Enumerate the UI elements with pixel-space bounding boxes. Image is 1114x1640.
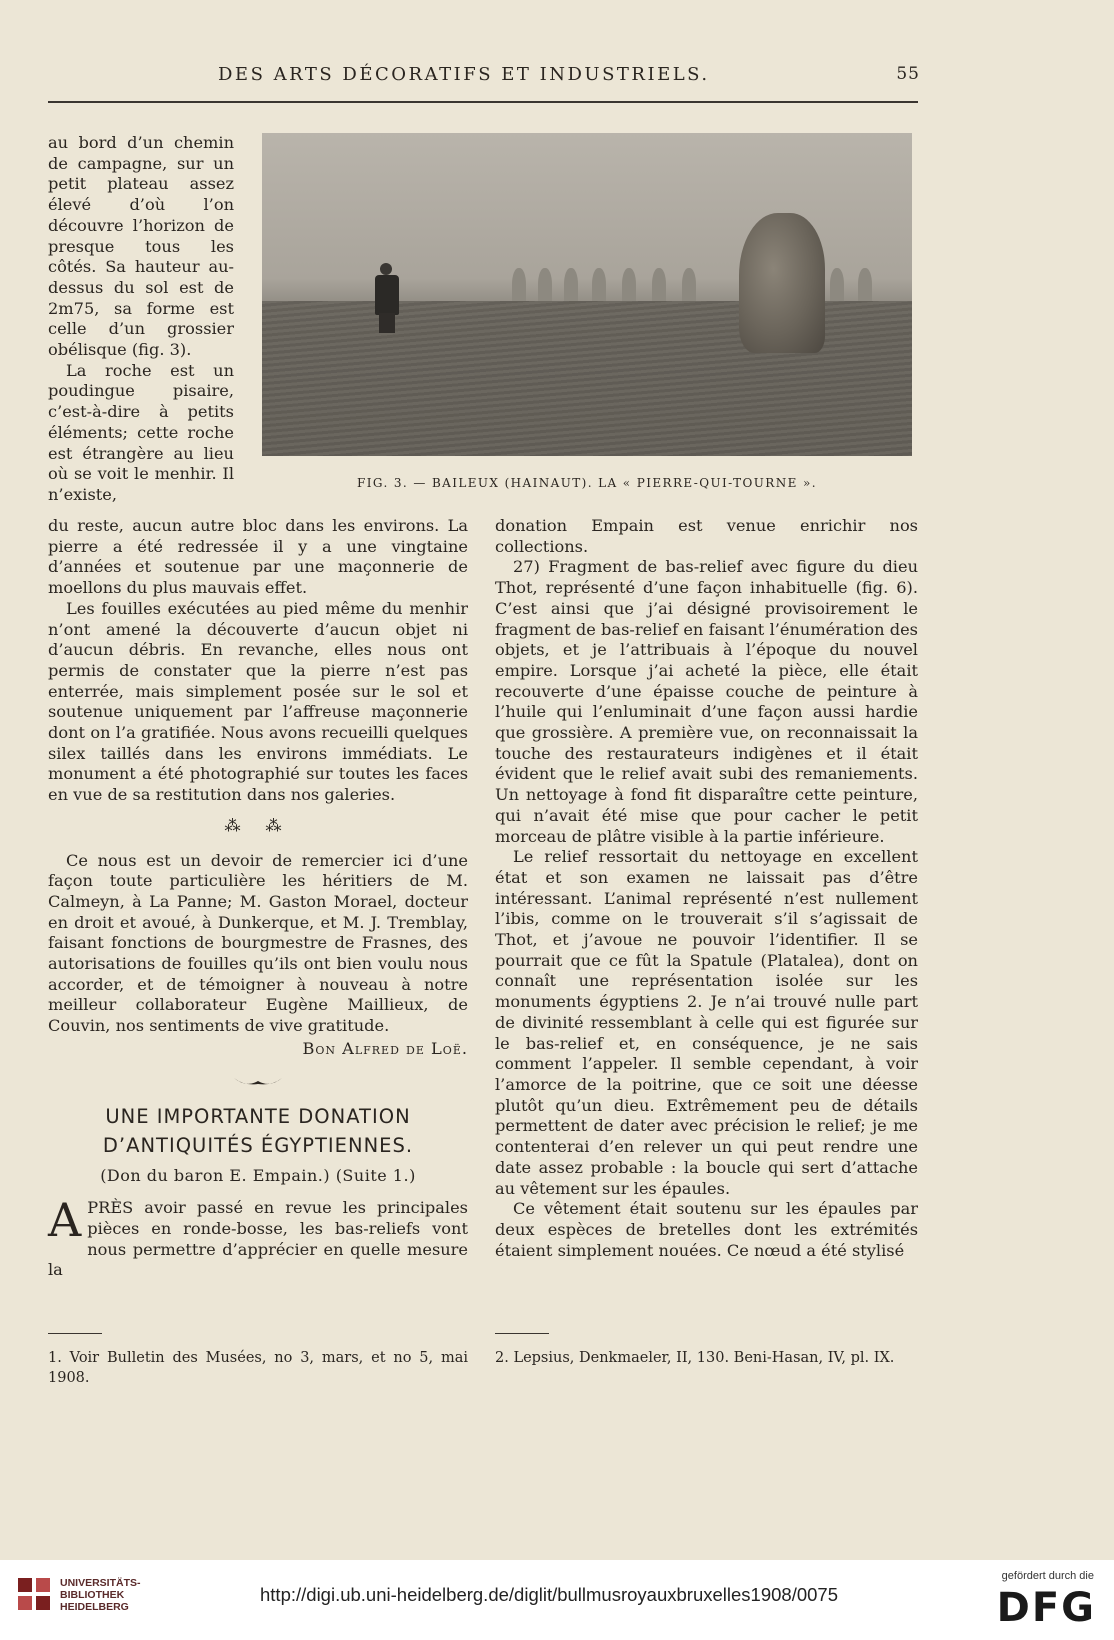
running-title: DES ARTS DÉCORATIFS ET INDUSTRIELS.: [218, 64, 710, 85]
section-title-line-1: UNE IMPORTANTE DONATION: [105, 1104, 411, 1128]
left-paragraph-4-text: PRÈS avoir passé en revue les principales pièces en ronde-bosse, les bas-reliefs vont nous permettre d’apprécier en quelle mesure la: [48, 1198, 468, 1280]
digitization-footer: [0, 1560, 1114, 1640]
funding-note: gefördert durch die: [1001, 1570, 1094, 1582]
library-name: UNIVERSITÄTS- BIBLIOTHEK HEIDELBERG: [60, 1577, 141, 1613]
section-subtitle: (Don du baron E. Empain.) (Suite 1.): [100, 1165, 416, 1185]
left-paragraph-2: Les fouilles exécutées au pied même du menhir n’ont amené la découverte d’aucun objet ni d’aucun débris. En revanche, elles nous ont permis de constater que la pierre n’est pas enterrée, mais simplement posée sur le sol et soutenue uniquement par l’affreuse maçonnerie dont on l’a gratifiée. Nous avons recueilli quelques silex taillés dans les environs immédiats. Le monument a été photographié sur toutes les faces en vue de sa restitution dans nos galeries.: [48, 598, 468, 805]
right-paragraph-1: donation Empain est venue enrichir nos collections.: [495, 516, 918, 556]
footnote-rule-left: [48, 1333, 102, 1334]
permalink-url[interactable]: http://digi.ub.uni-heidelberg.de/diglit/bullmusroyauxbruxelles1908/0075: [260, 1584, 838, 1605]
footnote-left: 1. Voir Bulletin des Musées, no 3, mars, et no 5, mai 1908.: [48, 1350, 468, 1386]
menhir-stone: [739, 213, 825, 353]
page-number: 55: [896, 64, 920, 84]
header-rule: [48, 101, 918, 103]
left-column: [48, 516, 468, 1281]
man-figure: [375, 275, 399, 315]
menhir-photograph: [262, 133, 912, 456]
narrow-paragraph-2: La roche est un poudingue pisaire, c’est-à-dire à petits éléments; cette roche est étrangère au lieu où se voit le menhir. Il n’existe,: [48, 360, 234, 504]
left-paragraph-4: [48, 1193, 468, 1281]
man-figure-head: [380, 263, 392, 275]
right-paragraph-2: 27) Fragment de bas-relief avec figure du dieu Thot, représenté d’une façon inhabituelle (fig. 6). C’est ainsi que j’ai désigné provisoirement le fragment de bas-relief en faisant l’énumération des objets, et je l’attribuais à l’époque du nouvel empire. Lorsque j’ai acheté la pièce, elle était recouverte d’une épaisse couche de peinture à l’huile qui l’enluminait d’une façon aussi hardie que grossière. A première vue, on reconnaissait la touche des restaurateurs indigènes et il était évident que le relief avait subi des remaniements. Un nettoyage à fond fit disparaître cette peinture, qui n’avait été mise que pour cacher le petit morceau de plâtre visible à la partie inférieure.: [495, 557, 918, 846]
right-column: [495, 516, 918, 1261]
left-paragraph-1: du reste, aucun autre bloc dans les environs. La pierre a été redressée il y a une vingtaine d’années et soutenue par une maçonnerie de moellons du plus mauvais effet.: [48, 516, 468, 598]
running-header: [48, 64, 920, 94]
figure-caption: FIG. 3. — BAILEUX (HAINAUT). LA « PIERRE-QUI-TOURNE ».: [357, 476, 817, 490]
man-figure-legs: [379, 313, 395, 333]
section-title-line-2: D’ANTIQUITÉS ÉGYPTIENNES.: [102, 1133, 414, 1157]
right-paragraph-4: Ce vêtement était soutenu sur les épaules par deux espèces de bretelles dont les extrémités étaient simplement nouées. Ce nœud a été stylisé: [495, 1199, 918, 1260]
drop-cap: A: [48, 1193, 82, 1248]
section-break-stars: ⁂ ⁂: [224, 815, 292, 835]
narrow-paragraph-1: au bord d’un chemin de campagne, sur un petit plateau assez élevé d’où l’on découvre l’horizon de presque tous les côtés. Sa hauteur au-dessus du sol est de 2m75, sa forme est celle d’un grossier obélisque (fig. 3).: [48, 133, 234, 360]
ornament-icon: [232, 1074, 284, 1088]
left-paragraph-3: Ce nous est un devoir de remercier ici d’une façon toute particulière les héritiers de M. Calmeyn, à La Panne; M. Gaston Morael, docteur en droit et avoué, à Dunkerque, et M. J. Tremblay, faisant fonctions de bourgmestre de Frasnes, des autorisations de fouilles qu’ils ont bien voulu nous accorder, et de témoigner à nouveau à notre meilleur collaborateur Eugène Maillieux, de Couvin, nos sentiments de vive gratitude.: [48, 850, 468, 1036]
dfg-logo: DFG: [996, 1585, 1096, 1631]
university-library-logo-icon: [16, 1576, 54, 1612]
tree-line: [512, 259, 892, 304]
author-signature: Bon Alfred de Loë.: [302, 1038, 468, 1058]
right-paragraph-3: Le relief ressortait du nettoyage en excellent état et son examen ne laissait pas d’être intéressant. L’animal représenté n’est nullement l’ibis, comme on le trouverait s’il s’agissait de Thot, et j’avoue ne pouvoir l’identifier. Il se pourrait que ce fût la Spatule (Platalea), dont on connaît une représentation isolée sur les monuments égyptiens 2. Je n’ai trouvé nulle part de divinité ressemblant à celle qui est figurée sur le bas-relief et, en conséquence, je ne sais comment l’appeler. Il semble cependant, à voir l’amorce de la poitrine, que ce soit une déesse plutôt qu’un dieu. Extrêmement peu de détails permettent de dater avec précision le relief; je me contenterai d’en relever un qui peut rendre une date assez probable : la boucle qui sert d’attache au vêtement sur les épaules.: [495, 847, 918, 1198]
footnote-right: 2. Lepsius, Denkmaeler, II, 130. Beni-Hasan, IV, pl. IX.: [495, 1350, 895, 1366]
footnote-rule-right: [495, 1333, 549, 1334]
narrow-column: [48, 133, 234, 506]
